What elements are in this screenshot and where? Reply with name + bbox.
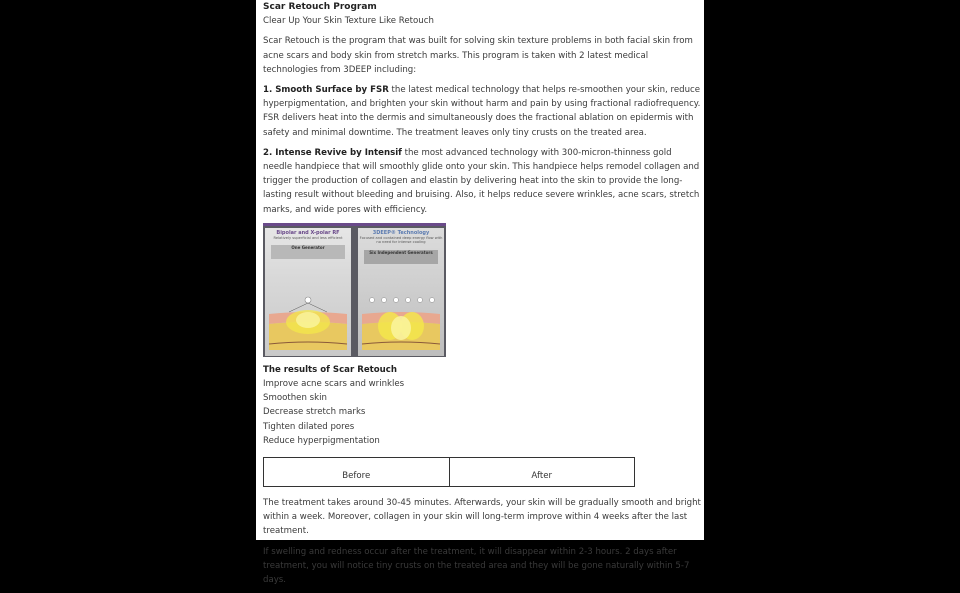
result-item: Improve acne scars and wrinkles: [263, 379, 405, 390]
tech1-body: the latest medical technology that helps re-smoothen your skin, reduce hyperpigmentation, and brighten your skin without harm and pain by using fractional radiofrequency. FSR delivers heat into the dermis and simultaneously does the fractional ablation on epidermis with safety and minimal downtime. The treatment leaves only tiny crusts on the treated area.: [263, 85, 701, 138]
bipolar-panel-desc: Relatively superficial and less efficient: [273, 235, 343, 240]
bipolar-panel: [265, 228, 351, 356]
article-subtitle: Clear Up Your Skin Texture Like Retouch: [263, 16, 434, 27]
3deep-panel: [358, 228, 444, 356]
result-item: Reduce hyperpigmentation: [263, 435, 380, 446]
one-generator-box: One Generator: [271, 245, 345, 259]
before-cell: Before: [264, 458, 450, 487]
article-page: [256, 0, 704, 586]
bipolar-panel-title: Bipolar and X-polar RF: [276, 229, 340, 236]
results-title: The results of Scar Retouch: [263, 364, 397, 375]
article-title: Scar Retouch Program: [263, 2, 377, 12]
article-content: [263, 0, 701, 593]
after-cell: After: [449, 458, 635, 487]
footer-paragraph-2: If swelling and redness occur after the treatment, it will disappear within 2-3 hours. 2 days after treatment, you will notice tiny crusts on the treated area and they will be gone naturally within 5-7 days.: [263, 546, 690, 586]
tech2-paragraph: [263, 146, 701, 217]
tech2-heading: 2. Intense Revive by Intensif: [263, 147, 402, 158]
skin-cross-section-right: [360, 296, 442, 352]
result-item: Decrease stretch marks: [263, 407, 366, 418]
footer-paragraph-1: The treatment takes around 30-45 minutes. Afterwards, your skin will be gradually smooth and bright within a week. Moreover, collagen in your skin will long-term improve within 4 weeks after the last treatment.: [263, 498, 701, 537]
tech1-paragraph: [263, 83, 701, 140]
technology-comparison-image: [263, 223, 446, 357]
skin-cross-section-left: [267, 296, 349, 352]
tech1-heading: 1. Smooth Surface by FSR: [263, 85, 389, 96]
result-item: Tighten dilated pores: [263, 421, 355, 432]
before-after-table: [263, 457, 635, 487]
tech2-body: the most advanced technology with 300-micron-thinness gold needle handpiece that will smoothly glide onto your skin. This handpiece helps remodel collagen and trigger the production of collagen and elastin by delivering heat into the skin to provide the long-lasting result without bleeding and bruising. Also, it helps reduce severe wrinkles, acne scars, stretch marks, and wide pores with efficiency.: [263, 147, 700, 215]
six-generators-box: Six Independent Generators: [364, 250, 438, 264]
3deep-panel-desc: Focused and contained deep energy flow with no need for intense cooling: [359, 235, 443, 245]
intro-paragraph: Scar Retouch is the program that was built for solving skin texture problems in both facial skin from acne scars and body skin from stretch marks. This program is taken with 2 latest medical technologies from 3DEEP including:: [263, 36, 693, 75]
results-list: [263, 377, 701, 448]
3deep-panel-title: 3DEEP® Technology: [372, 229, 430, 236]
result-item: Smoothen skin: [263, 393, 327, 404]
